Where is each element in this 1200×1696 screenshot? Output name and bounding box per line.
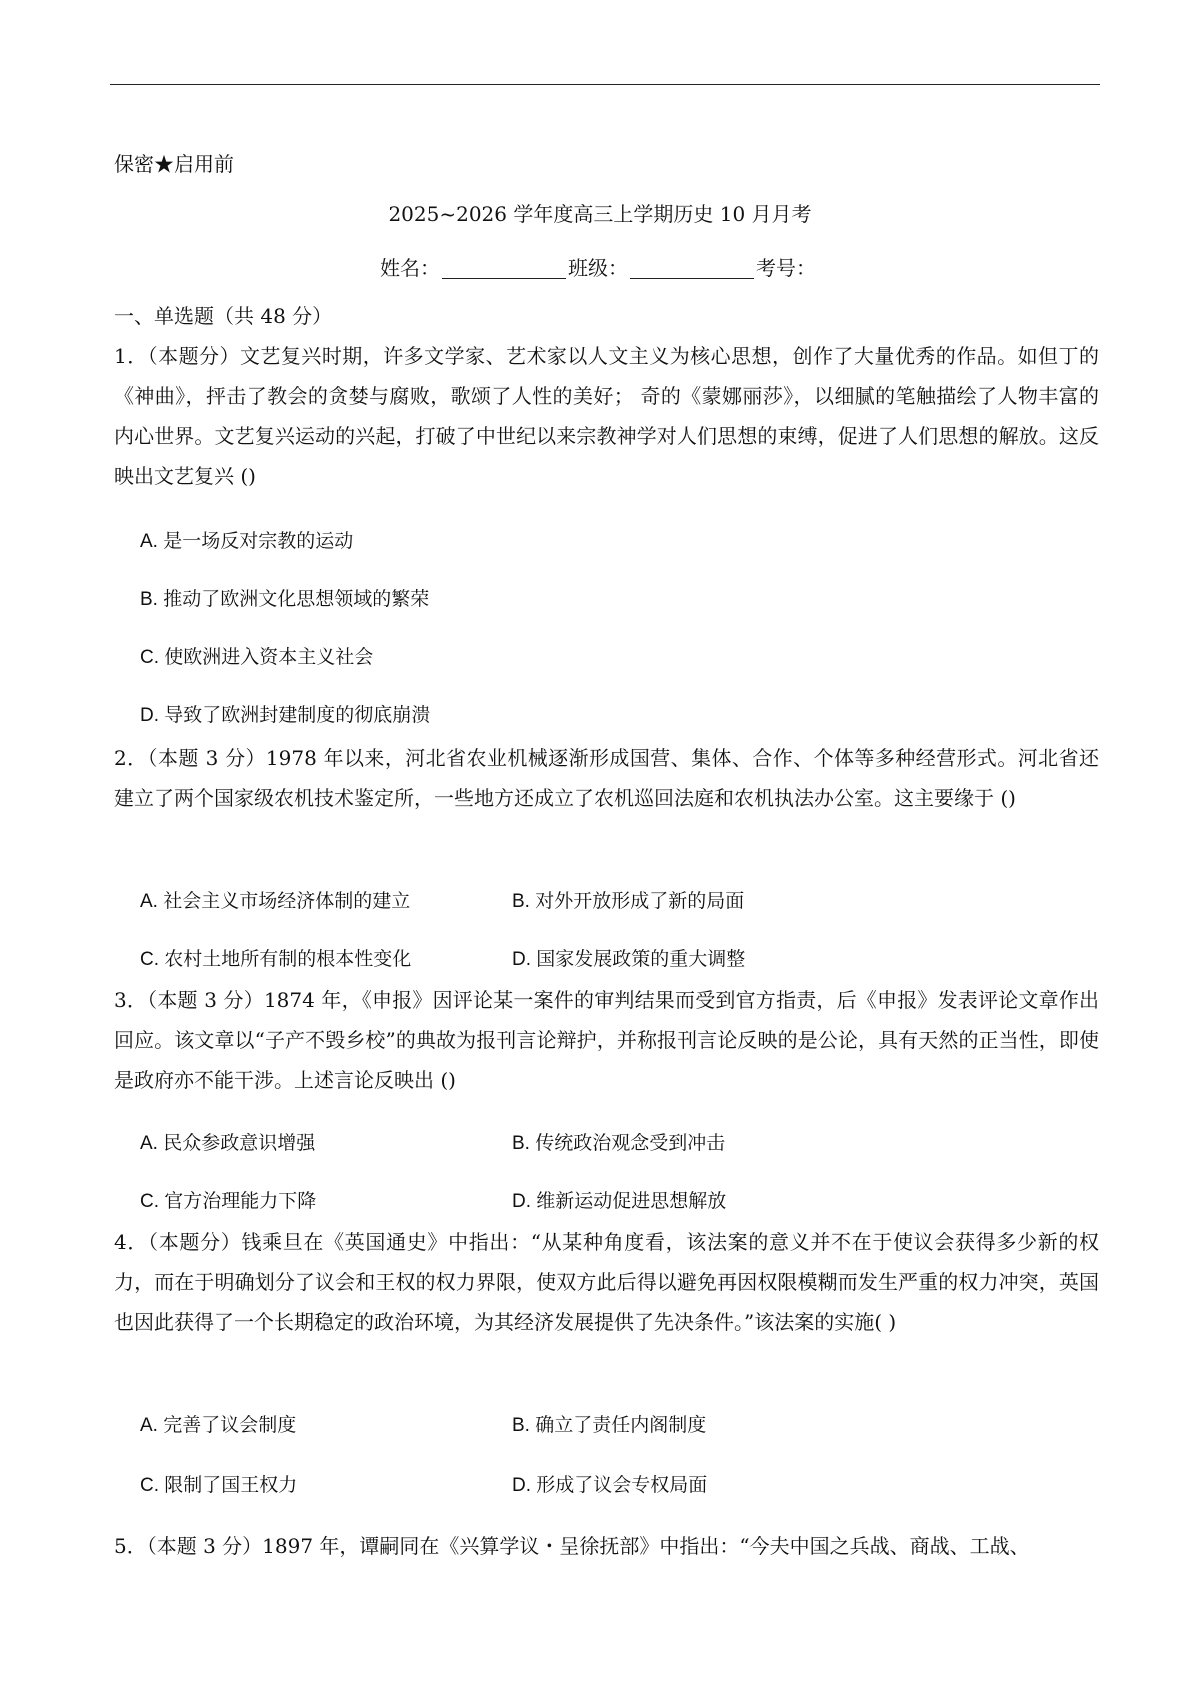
question-3-option-c: C. 官方治理能力下降 (140, 1191, 317, 1212)
question-3-option-b: B. 传统政治观念受到冲击 (512, 1133, 726, 1154)
question-4-option-b: B. 确立了责任内阁制度 (512, 1415, 707, 1436)
class-field[interactable] (630, 258, 754, 279)
header-rule (110, 84, 1100, 85)
question-4-option-d: D. 形成了议会专权局面 (512, 1475, 708, 1496)
question-5-stem: 5．（本题 3 分）1897 年，谭嗣同在《兴算学议・呈徐抚部》中指出：“今夫中国之兵战、商战、工战、 (114, 1534, 1030, 1558)
exam-title: 2025~2026 学年度高三上学期历史 10 月月考 (388, 202, 812, 226)
section-heading: 一、单选题（共 48 分） (114, 304, 333, 328)
name-label: 姓名： (380, 256, 440, 280)
question-2-stem: 2．（本题 3 分）1978 年以来，河北省农业机械逐渐形成国营、集体、合作、个体等多种经营形式。河北省还建立了两个国家级农机技术鉴定所，一些地方还成立了农机巡回法庭和农机执法办公室。这主要缘于 () (114, 746, 1099, 810)
question-1-stem: 1．（本题分）文艺复兴时期，许多文学家、艺术家以人文主义为核心思想，创作了大量优秀的作品。如但丁的《神曲》，抨击了教会的贪婪与腐败，歌颂了人性的美好； 奇的《蒙娜丽莎》，以细腻的笔触描绘了人物丰富的内心世界。文艺复兴运动的兴起，打破了中世纪以来宗教神学对人们思想的束缚，促进了人们思想的解放。这反映出文艺复兴 () (114, 344, 1099, 488)
question-2-option-c: C. 农村土地所有制的根本性变化 (140, 949, 412, 970)
question-1-option-b: B. 推动了欧洲文化思想领域的繁荣 (140, 589, 430, 610)
question-1-option-a: A. 是一场反对宗教的运动 (140, 531, 354, 552)
question-2-option-b: B. 对外开放形成了新的局面 (512, 891, 745, 912)
question-2-option-d: D. 国家发展政策的重大调整 (512, 949, 746, 970)
question-3-stem: 3．（本题 3 分）1874 年，《申报》因评论某一案件的审判结果而受到官方指责，后《申报》发表评论文章作出回应。该文章以“子产不毁乡校”的典故为报刊言论辩护，并称报刊言论反映的是公论，具有天然的正当性，即使是政府亦不能干涉。上述言论反映出 () (114, 988, 1099, 1092)
question-4-option-c: C. 限制了国王权力 (140, 1475, 298, 1496)
class-label: 班级： (568, 256, 628, 280)
question-4-stem: 4．（本题分）钱乘旦在《英国通史》中指出：“从某种角度看，该法案的意义并不在于使议会获得多少新的权力，而在于明确划分了议会和王权的权力界限，使双方此后得以避免再因权限模糊而发生严重的权力冲突，英国也因此获得了一个长期稳定的政治环境，为其经济发展提供了先决条件。”该法案的实施( ) (114, 1230, 1099, 1334)
question-2-option-a: A. 社会主义市场经济体制的建立 (140, 891, 411, 912)
id-label: 考号： (756, 256, 816, 280)
name-field[interactable] (442, 258, 566, 279)
question-3-option-a: A. 民众参政意识增强 (140, 1133, 316, 1154)
question-3-option-d: D. 维新运动促进思想解放 (512, 1191, 727, 1212)
question-1-option-c: C. 使欧洲进入资本主义社会 (140, 647, 374, 668)
student-info-line (380, 252, 816, 281)
question-1-option-d: D. 导致了欧洲封建制度的彻底崩溃 (140, 705, 431, 726)
question-4-option-a: A. 完善了议会制度 (140, 1415, 297, 1436)
confidential-label: 保密★启用前 (114, 152, 234, 176)
